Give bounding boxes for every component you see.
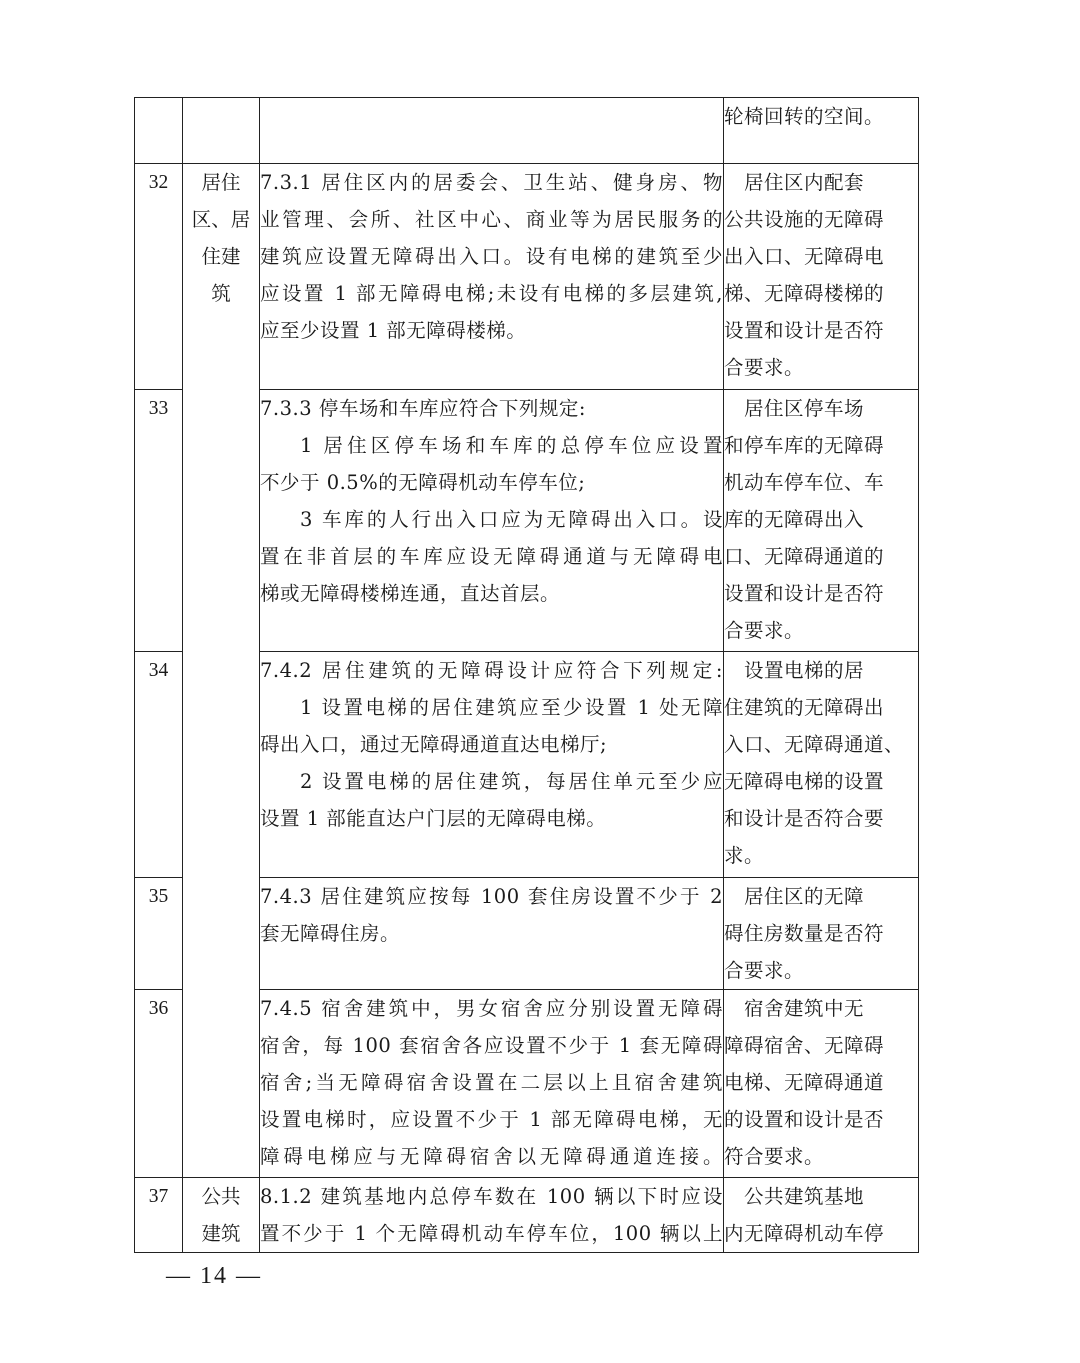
check-point-line: 符合要求。 xyxy=(724,1145,825,1168)
requirement-line: 7.3.3 停车场和车库应符合下列规定: xyxy=(260,397,586,420)
check-point-line: 和设计是否符合要 xyxy=(724,807,885,830)
requirement-line: 应至少设置 1 部无障碍楼梯。 xyxy=(260,319,527,342)
check-point-line: 内无障碍机动车停 xyxy=(724,1222,885,1245)
requirement-line: 2 设置电梯的居住建筑，每居住单元至少应 xyxy=(300,770,723,793)
check-point-line: 机动车停车位、车 xyxy=(724,471,885,494)
check-point-line: 合要求。 xyxy=(724,356,805,379)
requirement-line: 宿舍;当无障碍宿舍设置在二层以上且宿舍建筑 xyxy=(260,1071,723,1094)
check-point-cell xyxy=(724,878,919,990)
check-point-cell xyxy=(724,1178,919,1253)
check-point-line: 居住区的无障 xyxy=(724,885,865,908)
table-row xyxy=(135,98,919,164)
category-cell-residential xyxy=(183,164,260,1178)
requirement-cell xyxy=(260,652,724,878)
check-point-line: 公共设施的无障碍 xyxy=(724,208,885,231)
requirement-line: 1 居住区停车场和车库的总停车位应设置 xyxy=(300,434,723,457)
check-point-cell xyxy=(724,990,919,1178)
table-row xyxy=(135,164,919,390)
requirement-line: 建筑应设置无障碍出入口。设有电梯的建筑至少 xyxy=(260,245,723,268)
requirement-cell xyxy=(260,1178,724,1253)
row-number: 36 xyxy=(135,990,183,1178)
check-point-line: 设置电梯的居 xyxy=(724,659,865,682)
check-point-line: 梯、无障碍楼梯的 xyxy=(724,282,885,305)
check-point-line: 的设置和设计是否 xyxy=(724,1108,885,1131)
page-number: — 14 — xyxy=(166,1263,262,1289)
check-point-line: 库的无障碍出入 xyxy=(724,508,865,531)
requirement-cell xyxy=(260,164,724,390)
requirement-line: 8.1.2 建筑基地内总停车数在 100 辆以下时应设 xyxy=(260,1185,723,1208)
category-line: 建筑 xyxy=(201,1222,241,1245)
requirement-line: 障碍电梯应与无障碍宿舍以无障碍通道连接。 xyxy=(260,1145,723,1168)
requirement-line: 7.4.2 居住建筑的无障碍设计应符合下列规定: xyxy=(260,659,723,682)
check-point-line: 轮椅回转的空间。 xyxy=(724,105,885,128)
table-row xyxy=(135,1178,919,1253)
check-point-cell xyxy=(724,390,919,652)
check-point-line: 口、无障碍通道的 xyxy=(724,545,885,568)
check-point-line: 住建筑的无障碍出 xyxy=(724,696,885,719)
category-line: 居住 xyxy=(201,171,241,194)
check-point-cell xyxy=(724,98,919,164)
requirement-line: 套无障碍住房。 xyxy=(260,922,401,945)
requirement-line: 3 车库的人行出入口应为无障碍出入口。设 xyxy=(300,508,723,531)
check-point-cell xyxy=(724,652,919,878)
check-point-line: 入口、无障碍通道、 xyxy=(724,733,905,756)
category-line: 住建 xyxy=(201,245,241,268)
check-point-line: 障碍宿舍、无障碍 xyxy=(724,1034,885,1057)
check-point-line: 宿舍建筑中无 xyxy=(724,997,865,1020)
check-point-line: 公共建筑基地 xyxy=(724,1185,865,1208)
category-cell xyxy=(183,98,260,164)
category-line: 区、居 xyxy=(191,208,251,231)
requirement-line: 碍出入口，通过无障碍通道直达电梯厅; xyxy=(260,733,608,756)
requirement-line: 置不少于 1 个无障碍机动车停车位，100 辆以上 xyxy=(260,1222,723,1245)
category-cell-public xyxy=(183,1178,260,1253)
requirement-cell xyxy=(260,878,724,990)
requirement-line: 7.4.5 宿舍建筑中，男女宿舍应分别设置无障碍 xyxy=(260,997,723,1020)
inspection-table xyxy=(134,97,919,1253)
check-point-line: 无障碍电梯的设置 xyxy=(724,770,885,793)
check-point-line: 设置和设计是否符 xyxy=(724,582,885,605)
row-number xyxy=(135,98,183,164)
requirement-line: 1 设置电梯的居住建筑应至少设置 1 处无障 xyxy=(300,696,723,719)
requirement-line: 不少于 0.5%的无障碍机动车停车位; xyxy=(260,471,586,494)
check-point-line: 求。 xyxy=(724,844,765,867)
requirement-line: 设置 1 部能直达户门层的无障碍电梯。 xyxy=(260,807,607,830)
requirement-line: 宿舍，每 100 套宿舍各应设置不少于 1 套无障碍 xyxy=(260,1034,723,1057)
requirement-line: 应设置 1 部无障碍电梯;未设有电梯的多层建筑, xyxy=(260,282,723,305)
row-number: 37 xyxy=(135,1178,183,1253)
check-point-line: 和停车库的无障碍 xyxy=(724,434,885,457)
requirement-cell xyxy=(260,990,724,1178)
requirement-line: 置在非首层的车库应设无障碍通道与无障碍电 xyxy=(260,545,723,568)
check-point-line: 居住区内配套 xyxy=(724,171,865,194)
category-line: 筑 xyxy=(211,282,231,305)
check-point-line: 合要求。 xyxy=(724,959,805,982)
check-point-cell xyxy=(724,164,919,390)
check-point-line: 居住区停车场 xyxy=(724,397,865,420)
row-number: 34 xyxy=(135,652,183,878)
check-point-line: 设置和设计是否符 xyxy=(724,319,885,342)
row-number: 33 xyxy=(135,390,183,652)
requirement-line: 业管理、会所、社区中心、商业等为居民服务的 xyxy=(260,208,723,231)
check-point-line: 电梯、无障碍通道 xyxy=(724,1071,885,1094)
category-line: 公共 xyxy=(201,1185,241,1208)
row-number: 35 xyxy=(135,878,183,990)
requirement-cell xyxy=(260,390,724,652)
requirement-line: 梯或无障碍楼梯连通，直达首层。 xyxy=(260,582,561,605)
check-point-line: 合要求。 xyxy=(724,619,805,642)
requirement-line: 7.4.3 居住建筑应按每 100 套住房设置不少于 2 xyxy=(260,885,723,908)
requirement-line: 设置电梯时，应设置不少于 1 部无障碍电梯，无 xyxy=(260,1108,723,1131)
check-point-line: 出入口、无障碍电 xyxy=(724,245,885,268)
row-number: 32 xyxy=(135,164,183,390)
requirement-cell xyxy=(260,98,724,164)
check-point-line: 碍住房数量是否符 xyxy=(724,922,885,945)
requirement-line: 7.3.1 居住区内的居委会、卫生站、健身房、物 xyxy=(260,171,723,194)
